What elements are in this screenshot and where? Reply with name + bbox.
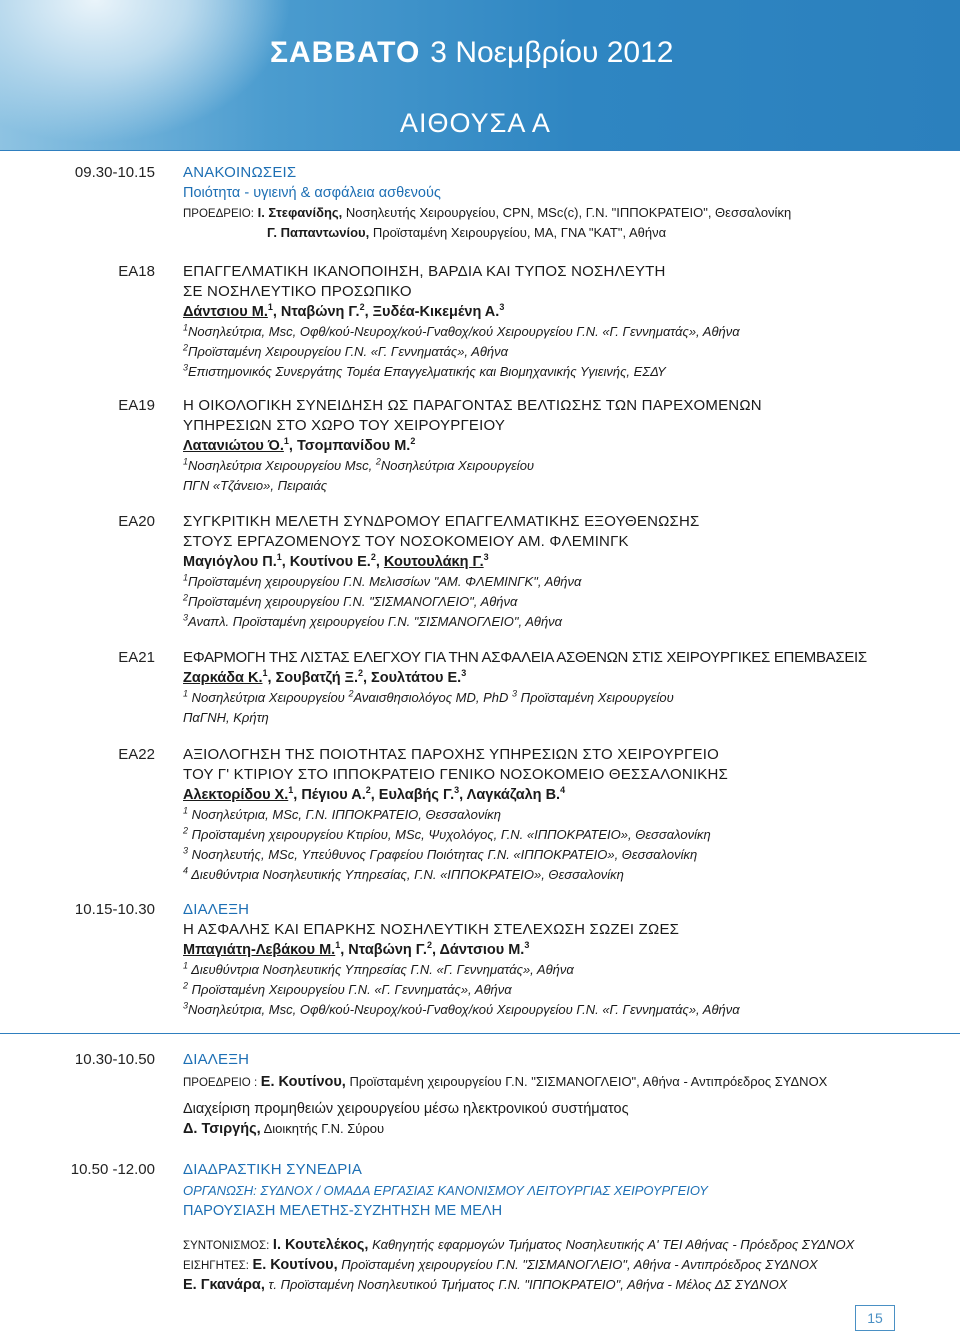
ea22-title-1: ΑΞΙΟΛΟΓΗΣΗ ΤΗΣ ΠΟΙΟΤΗΤΑΣ ΠΑΡΟΧΗΣ ΥΠΗΡΕΣΙΩΝ ΣΤΟ ΧΕΙΡΟΥΡΓΕΙΟ xyxy=(183,746,719,763)
ea18-affiliation-1: $^1$Νοσηλεύτρια, Msc, Οφθ/κού-Νευροχ/κού-Γναθοχ/κού Χειρουργείου Γ.Ν. «Γ. Γεννηματάς», Αθήνα xyxy=(183,322,740,339)
session-time: 09.30-10.15 xyxy=(74,164,155,181)
ea22-title-2: ΤΟΥ Γ' ΚΤΙΡΙΟΥ ΣΤΟ ΙΠΠΟΚΡΑΤΕΙΟ ΓΕΝΙΚΟ ΝΟΣΟΚΟΜΕΙΟ ΘΕΣΣΑΛΟΝΙΚΗΣ xyxy=(183,766,729,783)
ea20-authors: Μαγιόγλου Π.$^1$, Κουτίνου Ε.$^2$, Κουτουλάκη Γ.$^3$ xyxy=(183,552,489,570)
ea18-authors: Δάντσιου Μ.$^1$, Νταβώνη Γ.$^2$, Ξυδέα-Κικεμένη Α.$^3$ xyxy=(183,302,505,320)
lecture-2-title: Διαχείριση προμηθειών χειρουργείου μέσω ηλεκτρονικού συστήματος xyxy=(183,1101,629,1117)
panel-heading: ΔΙΑΔΡΑΣΤΙΚΗ ΣΥΝΕΔΡΙΑ xyxy=(183,1161,363,1178)
ea19-authors: Λατανιώτου Ό.$^1$, Τσομπανίδου Μ.$^2$ xyxy=(183,436,416,454)
lecture-1-affiliation-3: $^3$Νοσηλεύτρια, Msc, Οφθ/κού-Νευροχ/κού-Γναθοχ/κού Χειρουργείου Γ.Ν. «Γ. Γεννηματάς», Αθήνα xyxy=(183,1000,740,1017)
lecture-1-affiliation-2: $^2$ Προϊσταμένη Χειρουργείου Γ.Ν. «Γ. Γεννηματάς», Αθήνα xyxy=(183,980,512,997)
ea20-affiliation-2: $^2$Προϊσταμένη χειρουργείου Γ.Ν. "ΣΙΣΜΑΝΟΓΛΕΙΟ", Αθήνα xyxy=(183,592,518,609)
lecture-2-speaker: Δ. Τσιργής, Διοικητής Γ.Ν. Σύρου xyxy=(183,1121,385,1137)
ea18-affiliation-2: $^2$Προϊσταμένη Χειρουργείου Γ.Ν. «Γ. Γεννηματάς», Αθήνα xyxy=(183,342,509,359)
presidium-line-1: ΠΡΟΕΔΡΕΙΟ: Ι. Στεφανίδης, Νοσηλευτής Χειρουργείου, CPN, MSc(c), Γ.Ν. "ΙΠΠΟΚΡΑΤΕΙΟ", Θεσσαλονίκη xyxy=(183,205,792,220)
lecture-1-authors: Μπαγιάτη-Λεβάκου Μ.$^1$, Νταβώνη Γ.$^2$, Δάντσιου Μ.$^3$ xyxy=(183,940,530,958)
lecture-1-heading: ΔΙΑΛΕΞΗ xyxy=(183,901,250,918)
ea20-title-2: ΣΤΟΥΣ ΕΡΓΑΖΟΜΕΝΟΥΣ ΤΟΥ ΝΟΣΟΚΟΜΕΙΟΥ ΑΜ. ΦΛΕΜΙΝΓΚ xyxy=(183,533,629,550)
ea19-affiliation-1: $^1$Νοσηλεύτρια Χειρουργείου Msc, $^2$Νοσηλεύτρια Χειρουργείου xyxy=(183,456,535,473)
panel-time: 10.50 -12.00 xyxy=(70,1161,155,1178)
ea20-affiliation-3: $^3$Αναπλ. Προϊσταμένη χειρουργείου Γ.Ν. "ΣΙΣΜΑΝΟΓΛΕΙΟ", Αθήνα xyxy=(183,612,563,629)
ea18-affiliation-3: $^3$Επιστημονικός Συνεργάτης Τομέα Επαγγελματικής και Βιομηχανικής Υγιεινής, ΕΣΔΥ xyxy=(183,362,666,379)
lecture-2-presidium: ΠΡΟΕΔΡΕΙΟ : Ε. Κουτίνου, Προϊσταμένη χειρουργείου Γ.Ν. "ΣΙΣΜΑΝΟΓΛΕΙΟ", Αθήνα - Αντιπρόεδρος ΣΥΔΝΟΧ xyxy=(183,1074,828,1090)
lecture-1-title: Η ΑΣΦΑΛΗΣ ΚΑΙ ΕΠΑΡΚΗΣ ΝΟΣΗΛΕΥΤΙΚΗ ΣΤΕΛΕΧΩΣΗ ΣΩΖΕΙ ΖΩΕΣ xyxy=(183,921,680,938)
date-label: 3 Νοεμβρίου 2012 xyxy=(430,36,674,69)
panel-subtitle: ΠΑΡΟΥΣΙΑΣΗ ΜΕΛΕΤΗΣ-ΣΥΖΗΤΗΣΗ ΜΕ ΜΕΛΗ xyxy=(183,1203,503,1219)
session-heading: ΑΝΑΚΟΙΝΩΣΕΙΣ xyxy=(183,164,297,181)
room-heading: ΑΙΘΟΥΣΑ Α xyxy=(400,108,551,138)
page-number: 15 xyxy=(855,1305,895,1331)
panel-organizer: ΟΡΓΑΝΩΣΗ: ΣΥΔΝΟΧ / ΟΜΑΔΑ ΕΡΓΑΣΙΑΣ ΚΑΝΟΝΙΣΜΟΥ ΛΕΙΤΟΥΡΓΙΑΣ ΧΕΙΡΟΥΡΓΕΙΟΥ xyxy=(183,1183,708,1198)
ea22-authors: Αλεκτορίδου Χ.$^1$, Πέγιου Α.$^2$, Ευλαβής Γ.$^3$, Λαγκάζαλη Β.$^4$ xyxy=(183,785,566,803)
section-rule xyxy=(0,1033,960,1034)
ea18-title-2: ΣΕ ΝΟΣΗΛΕΥΤΙΚΟ ΠΡΟΣΩΠΙΚΟ xyxy=(183,283,412,300)
ea21-authors: Ζαρκάδα Κ.$^1$, Σουβατζή Ξ.$^2$, Σουλτάτου Ε.$^3$ xyxy=(183,668,467,686)
page-header xyxy=(0,0,960,150)
abstract-label-ea18: ΕΑ18 xyxy=(118,263,155,280)
ea22-affiliation-4: $^4$ Διευθύντρια Νοσηλευτικής Υπηρεσίας, Γ.Ν. «ΙΠΠΟΚΡΑΤΕΙΟ», Θεσσαλονίκη xyxy=(183,865,624,882)
ea22-affiliation-3: $^3$ Νοσηλευτής, MSc, Υπεύθυνος Γραφείου Ποιότητας Γ.Ν. «ΙΠΠΟΚΡΑΤΕΙΟ», Θεσσαλονίκη xyxy=(183,845,698,862)
lecture-2-heading: ΔΙΑΛΕΞΗ xyxy=(183,1051,250,1068)
ea19-title-1: Η ΟΙΚΟΛΟΓΙΚΗ ΣΥΝΕΙΔΗΣΗ ΩΣ ΠΑΡΑΓΟΝΤΑΣ ΒΕΛΤΙΩΣΗΣ ΤΩΝ ΠΑΡΕΧΟΜΕΝΩΝ xyxy=(183,397,762,414)
ea21-affiliation-2: ΠαΓΝΗ, Κρήτη xyxy=(183,710,269,725)
abstract-label-ea20: ΕΑ20 xyxy=(118,513,155,530)
presidium-line-2: Γ. Παπαντωνίου, Προϊσταμένη Χειρουργείου, ΜΑ, ΓΝΑ "ΚΑΤ", Αθήνα xyxy=(267,225,667,240)
abstract-label-ea19: ΕΑ19 xyxy=(118,397,155,414)
ea22-affiliation-2: $^2$ Προϊσταμένη χειρουργείου Κτιρίου, MSc, Ψυχολόγος, Γ.Ν. «ΙΠΠΟΚΡΑΤΕΙΟ», Θεσσαλονίκη xyxy=(183,825,711,842)
ea22-affiliation-1: $^1$ Νοσηλεύτρια, MSc, Γ.Ν. ΙΠΠΟΚΡΑΤΕΙΟ, Θεσσαλονίκη xyxy=(183,805,501,822)
abstract-label-ea21: ΕΑ21 xyxy=(118,649,155,666)
ea19-title-2: ΥΠΗΡΕΣΙΩΝ ΣΤΟ ΧΩΡΟ ΤΟΥ ΧΕΙΡΟΥΡΓΕΙΟΥ xyxy=(183,417,506,434)
lecture-1-time: 10.15-10.30 xyxy=(74,901,155,918)
ea21-affiliation-1: $^1$ Νοσηλεύτρια Χειρουργείου $^2$Αναισθησιολόγος MD, PhD $^3$ Προϊσταμένη Χειρουργείου xyxy=(183,688,674,705)
day-label: ΣΑΒΒΑΤΟ xyxy=(270,36,421,69)
ea20-affiliation-1: $^1$Προϊσταμένη χειρουργείου Γ.Ν. Μελισσίων "ΑΜ. ΦΛΕΜΙΝΓΚ", Αθήνα xyxy=(183,572,582,589)
ea20-title-1: ΣΥΓΚΡΙΤΙΚΗ ΜΕΛΕΤΗ ΣΥΝΔΡΟΜΟΥ ΕΠΑΓΓΕΛΜΑΤΙΚΗΣ ΕΞΟΥΘΕΝΩΣΗΣ xyxy=(183,513,700,530)
header-rule xyxy=(0,150,960,151)
abstract-label-ea22: ΕΑ22 xyxy=(118,746,155,763)
ea18-title-1: ΕΠΑΓΓΕΛΜΑΤΙΚΗ ΙΚΑΝΟΠΟΙΗΣΗ, ΒΑΡΔΙΑ ΚΑΙ ΤΥΠΟΣ ΝΟΣΗΛΕΥΤΗ xyxy=(183,263,666,280)
lecture-1-affiliation-1: $^1$ Διευθύντρια Νοσηλευτικής Υπηρεσίας Γ.Ν. «Γ. Γεννηματάς», Αθήνα xyxy=(183,960,574,977)
panel-coordinator: ΣΥΝΤΟΝΙΣΜΟΣ: Ι. Κουτελέκος, Καθηγητής εφαρμογών Τμήματος Νοσηλευτικής Α' ΤΕΙ Αθήνας - Πρόεδρος ΣΥΔΝΟΧ xyxy=(183,1237,855,1253)
panel-introducer-1: ΕΙΣΗΓΗΤΕΣ: Ε. Κουτίνου, Προϊσταμένη χειρουργείου Γ.Ν. "ΣΙΣΜΑΝΟΓΛΕΙΟ", Αθήνα - Αντιπρόεδρος ΣΥΔΝΟΧ xyxy=(183,1257,818,1273)
session-title: Ποιότητα - υγιεινή & ασφάλεια ασθενούς xyxy=(183,185,441,201)
panel-introducer-2: Ε. Γκανάρα, τ. Προϊσταμένη Νοσηλευτικού Τμήματος Γ.Ν. "ΙΠΠΟΚΡΑΤΕΙΟ", Αθήνα - Μέλος ΔΣ ΣΥΔΝΟΧ xyxy=(183,1277,788,1293)
lecture-2-time: 10.30-10.50 xyxy=(74,1051,155,1068)
ea21-title-1: ΕΦΑΡΜΟΓΗ ΤΗΣ ΛΙΣΤΑΣ ΕΛΕΓΧΟΥ ΓΙΑ ΤΗΝ ΑΣΦΑΛΕΙΑ ΑΣΘΕΝΩΝ ΣΤΙΣ ΧΕΙΡΟΥΡΓΙΚΕΣ ΕΠΕΜΒΑΣΕΙΣ xyxy=(183,649,867,666)
ea19-affiliation-2: ΠΓΝ «Τζάνειο», Πειραιάς xyxy=(183,478,328,493)
day-date-heading xyxy=(270,36,673,70)
